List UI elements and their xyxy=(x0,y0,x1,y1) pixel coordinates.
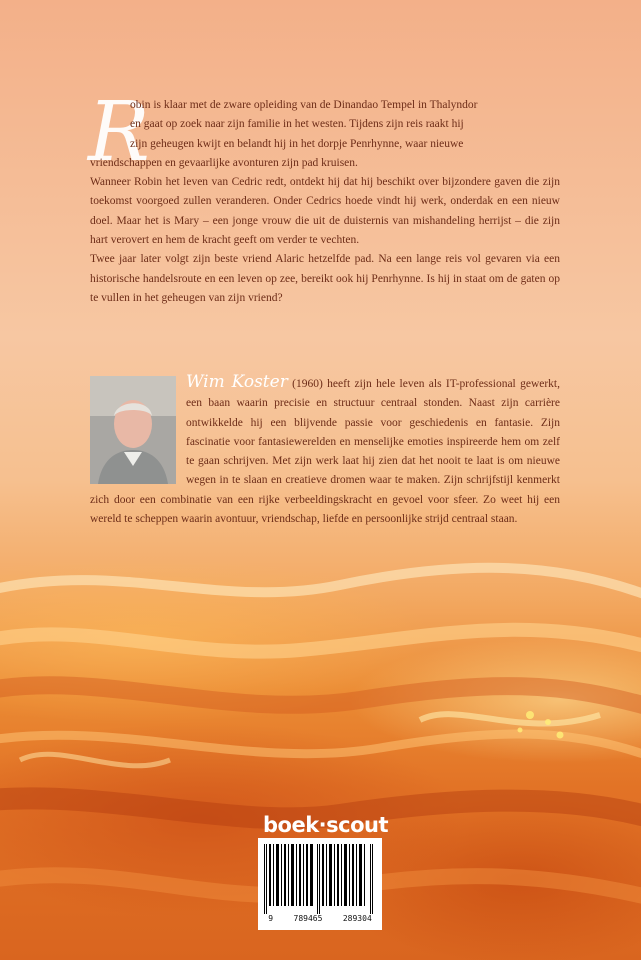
isbn-digits xyxy=(258,914,382,923)
synopsis-paragraph-2: Wanneer Robin het leven van Cedric redt, ontdekt hij dat hij beschikt over bijzondere gaven die zijn toekomst voorgoed zullen veranderen. Onder Cedrics hoede vindt hij werk, onderdak en een nieuw doel. Maar het is Mary – een jonge vrouw die uit de duisternis van mishandeling herrijst – die zijn hart verovert en hem de kracht geeft om verder te vechten. xyxy=(90,176,560,247)
author-bio xyxy=(90,373,560,529)
publisher-logo: boek·scout xyxy=(263,813,389,837)
isbn-barcode xyxy=(258,838,382,930)
synopsis-paragraph-3: Twee jaar later volgt zijn beste vriend Alaric hetzelfde pad. Na een lange reis vol gevaren via een historische handelsroute en een leven op zee, bereikt ook hij Penrhynne. Is hij in staat om de gaten op te vullen in het geheugen van zijn vriend? xyxy=(90,253,560,304)
synopsis-line-1: obin is klaar met de zware opleiding van de Dinandao Tempel in Thalyndor xyxy=(130,99,478,111)
synopsis-line-3: zijn geheugen kwijt en belandt hij in het dorpje Penrhynne, waar nieuwe xyxy=(130,137,464,150)
bio-text: (1960) heeft zijn hele leven als IT-professional gewerkt, een baan waarin precisie en structuur centraal stonden. Naast zijn carrière ontwikkelde hij een blijvende passie voor geschiedenis en fantasie. Zijn fascinatie voor fantasiewerelden en menselijke emoties inspireerde hem om zelf te gaan schrijven. Met zijn werk laat hij zien dat het nooit te laat is om nieuwe wegen in te slaan en creatieve dromen waar te maken. Zijn schrijfstijl kenmerkt zich door een combinatie van een rijke verbeeldingskracht en gevoel voor sfeer. Zo weet hij een wereld te scheppen waarin avontuur, vriendschap, liefde en persoonlijke strijd centraal staan. xyxy=(90,378,561,526)
author-photo xyxy=(90,376,176,484)
author-name: Wim Koster xyxy=(186,372,288,392)
isbn-digit-2: 789465 xyxy=(293,914,323,923)
isbn-digit-1: 9 xyxy=(268,914,274,923)
synopsis-line-4: vriendschappen en gevaarlijke avonturen zijn pad kruisen. xyxy=(90,156,358,169)
synopsis xyxy=(90,96,560,308)
isbn-digit-3: 289304 xyxy=(342,914,372,923)
synopsis-line-2: en gaat op zoek naar zijn familie in het westen. Tijdens zijn reis raakt hij xyxy=(130,118,464,131)
synopsis-paragraph-1 xyxy=(90,96,560,173)
drop-cap: R xyxy=(88,85,150,180)
barcode-bars xyxy=(258,838,382,916)
